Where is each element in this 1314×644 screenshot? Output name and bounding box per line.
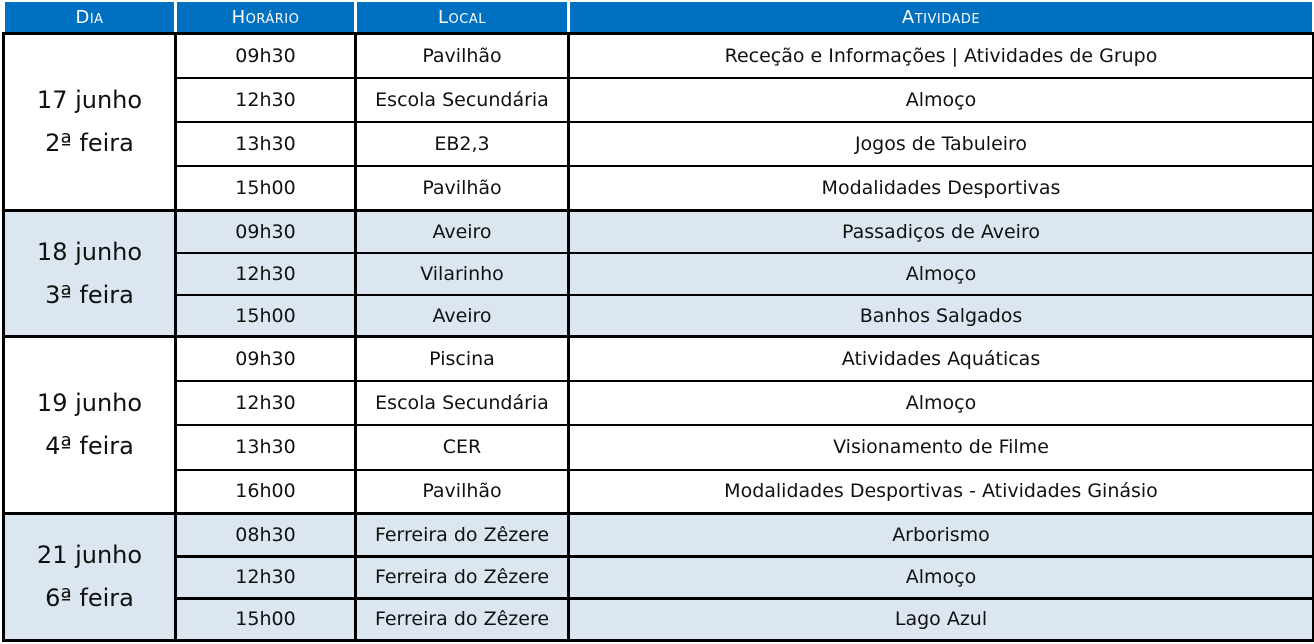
place-cell: Pavilhão xyxy=(356,470,569,514)
schedule-table xyxy=(2,2,1314,642)
activity-cell: Lago Azul xyxy=(569,598,1314,640)
header-time: Horário xyxy=(176,2,356,34)
day-group-17-junho xyxy=(4,34,1314,211)
time-cell: 15h00 xyxy=(176,295,356,337)
activity-cell: Almoço xyxy=(569,381,1314,425)
time-cell: 12h30 xyxy=(176,253,356,295)
table-row xyxy=(4,210,1314,252)
schedule-header xyxy=(4,2,1314,34)
activity-cell: Modalidades Desportivas xyxy=(569,166,1314,210)
table-row xyxy=(4,381,1314,425)
place-cell: CER xyxy=(356,425,569,469)
table-row xyxy=(4,78,1314,122)
table-row xyxy=(4,295,1314,337)
activity-cell: Visionamento de Filme xyxy=(569,425,1314,469)
time-cell: 09h30 xyxy=(176,337,356,381)
activity-cell: Modalidades Desportivas - Atividades Ginásio xyxy=(569,470,1314,514)
day-date: 18 junho xyxy=(36,237,143,266)
day-date: 19 junho xyxy=(36,389,143,418)
activity-cell: Almoço xyxy=(569,78,1314,122)
day-cell xyxy=(4,337,176,514)
activity-cell: Passadiços de Aveiro xyxy=(569,210,1314,252)
day-cell xyxy=(4,210,176,337)
table-row xyxy=(4,425,1314,469)
header-day: Dia xyxy=(4,2,176,34)
place-cell: Ferreira do Zêzere xyxy=(356,556,569,598)
place-cell: Ferreira do Zêzere xyxy=(356,514,569,556)
time-cell: 13h30 xyxy=(176,122,356,166)
day-group-21-junho xyxy=(4,514,1314,641)
activity-cell: Banhos Salgados xyxy=(569,295,1314,337)
table-row xyxy=(4,514,1314,556)
header-place: Local xyxy=(356,2,569,34)
table-row xyxy=(4,122,1314,166)
table-row xyxy=(4,166,1314,210)
time-cell: 15h00 xyxy=(176,166,356,210)
table-row xyxy=(4,34,1314,78)
activity-cell: Almoço xyxy=(569,253,1314,295)
day-weekday: 6ª feira xyxy=(45,584,134,613)
place-cell: Pavilhão xyxy=(356,166,569,210)
place-cell: Ferreira do Zêzere xyxy=(356,598,569,640)
table-row xyxy=(4,470,1314,514)
place-cell: Vilarinho xyxy=(356,253,569,295)
place-cell: Piscina xyxy=(356,337,569,381)
time-cell: 12h30 xyxy=(176,381,356,425)
time-cell: 12h30 xyxy=(176,556,356,598)
time-cell: 09h30 xyxy=(176,210,356,252)
day-date: 21 junho xyxy=(36,541,143,570)
day-weekday: 3ª feira xyxy=(45,280,134,309)
table-row xyxy=(4,337,1314,381)
day-cell xyxy=(4,514,176,641)
time-cell: 13h30 xyxy=(176,425,356,469)
day-date: 17 junho xyxy=(36,85,143,114)
time-cell: 08h30 xyxy=(176,514,356,556)
activity-cell: Arborismo xyxy=(569,514,1314,556)
place-cell: Escola Secundária xyxy=(356,78,569,122)
day-cell xyxy=(4,34,176,211)
header-row xyxy=(4,2,1314,34)
place-cell: Aveiro xyxy=(356,295,569,337)
day-weekday: 2ª feira xyxy=(45,128,134,157)
time-cell: 12h30 xyxy=(176,78,356,122)
activity-cell: Receção e Informações | Atividades de Grupo xyxy=(569,34,1314,78)
day-group-19-junho xyxy=(4,337,1314,514)
place-cell: Aveiro xyxy=(356,210,569,252)
time-cell: 15h00 xyxy=(176,598,356,640)
time-cell: 09h30 xyxy=(176,34,356,78)
time-cell: 16h00 xyxy=(176,470,356,514)
activity-cell: Almoço xyxy=(569,556,1314,598)
activity-cell: Atividades Aquáticas xyxy=(569,337,1314,381)
day-weekday: 4ª feira xyxy=(45,432,134,461)
table-row xyxy=(4,253,1314,295)
header-activity: Atividade xyxy=(569,2,1314,34)
place-cell: EB2,3 xyxy=(356,122,569,166)
place-cell: Escola Secundária xyxy=(356,381,569,425)
place-cell: Pavilhão xyxy=(356,34,569,78)
table-row xyxy=(4,598,1314,640)
day-group-18-junho xyxy=(4,210,1314,337)
activity-cell: Jogos de Tabuleiro xyxy=(569,122,1314,166)
table-row xyxy=(4,556,1314,598)
